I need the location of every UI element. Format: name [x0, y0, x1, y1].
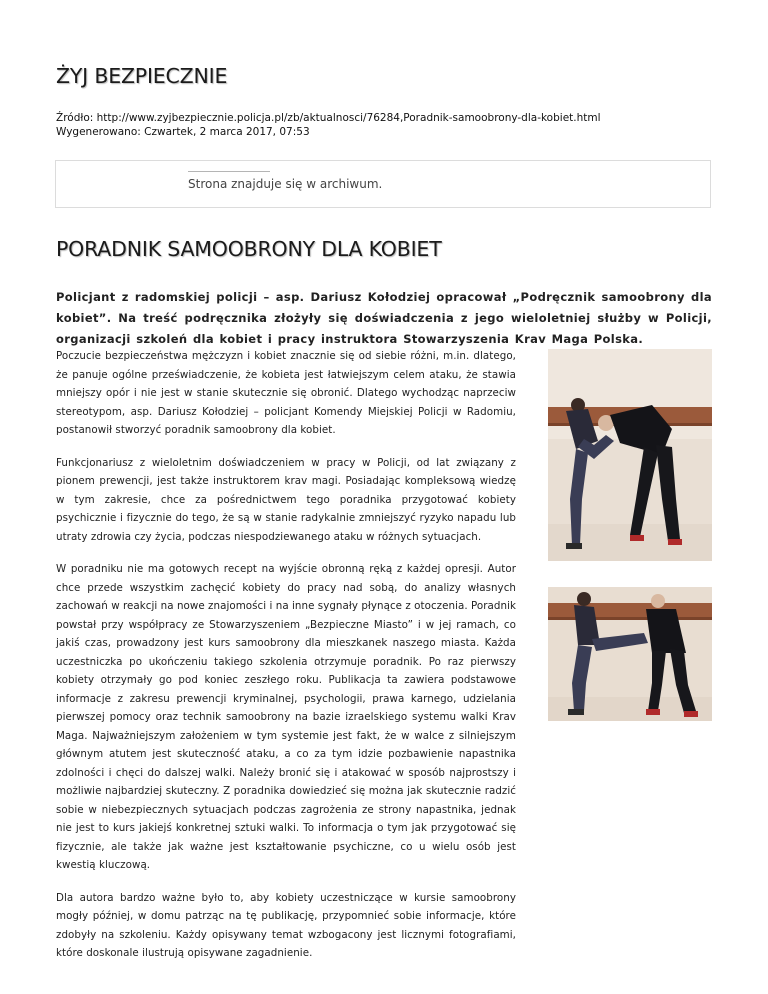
archive-divider [188, 171, 270, 172]
article-lead: Policjant z radomskiej policji – asp. Dariusz Kołodziej opracował „Podręcznik samoobrony dla kobiet”. Na treść podręcznika złożyły się doświadczenia z jego wieloletniej służby w Policji, organizacji szkoleń dla kobiet i pracy instruktora Stowarzyszenia Krav Maga Polska. [56, 290, 712, 346]
article-paragraph: Funkcjonariusz z wieloletnim doświadczeniem w pracy w Policji, od lat związany z pionem prewencji, jest także instruktorem krav magi. Posiadając kompleksową wiedzę w tym zakresie, chce za pośrednictwem tego poradnika przygotować kobiety psychicznie i fizycznie do tego, że są w stanie radykalnie zmniejszyć ryzyko napadu lub utraty zdrowia czy życia, podczas niespodziewanego ataku w różnych sytuacjach. [56, 456, 516, 543]
self-defense-photo-knee-strike [548, 349, 712, 561]
archive-notice: Strona znajduje się w archiwum. [188, 177, 383, 191]
self-defense-photo-kick [548, 587, 712, 721]
generated-date: Wygenerowano: Czwartek, 2 marca 2017, 07:53 [56, 126, 310, 138]
page-meta [56, 111, 601, 139]
article-paragraph: W poradniku nie ma gotowych recept na wyjście obronną ręką z każdej opresji. Autor chce przede wszystkim zachęcić kobiety do pracy nad sobą, do analizy własnych zachowań w reakcji na nowe znajomości i na inne sygnały płynące z otoczenia. Poradnik powstał przy współpracy ze Stowarzyszeniem „Bezpieczne Miasto” i w jej ramach, co jakiś czas, prowadzony jest kurs samoobrony dla mieszkanek naszego miasta. Każda uczestniczka po ukończeniu takiego szkolenia otrzymuje poradnik. Po raz pierwszy kobiety otrzymały go pod koniec zeszłego roku. Publikacja ta zawiera podstawowe informacje z zakresu prewencji kryminalnej, psychologii, prawa karnego, udzielania pierwszej pomocy oraz technik samoobrony na bazie izraelskiego systemu walki Krav Maga. Najważniejszym założeniem w tym systemie jest fakt, że w walce z silniejszym głównym atutem jest skuteczność ataku, a co za tym idzie pozbawienie napastnika zdolności i chęci do dalszej walki. Należy bronić się i atakować w sposób najprostszy i możliwie najbardziej skuteczny. Z poradnika dowiedzieć się można jak skutecznie radzić sobie w niebezpiecznych sytuacjach podczas zagrożenia ze strony napastnika, jednak nie jest to kurs jakiejś konkretnej sztuki walki. To informacja o tym jak przygotować się fizycznie, ale także jak ważne jest kształtowanie psychiczne, co u wielu osób jest kwestią kluczową. [56, 563, 516, 871]
article-paragraph: Dla autora bardzo ważne było to, aby kobiety uczestniczące w kursie samoobrony mogły później, w domu patrząc na tę publikację, przypomnieć sobie informacje, które zdobyły na szkoleniu. Każdy opisywany temat wzbogacony jest licznymi fotografiami, które doskonale ilustrują opisywane zagadnienie. [56, 891, 516, 959]
article-paragraph: Poczucie bezpieczeństwa mężczyzn i kobiet znacznie się od siebie różni, m.in. dlatego, że panuje ogólne przeświadczenie, że kobieta jest łatwiejszym celem ataku, że stawia mniejszy opór i nie jest w stanie skutecznie się obronić. Dlatego wychodząc naprzeciw stereotypom, asp. Dariusz Kołodziej – policjant Komendy Miejskiej Policji w Radomiu, postanowił stworzyć poradnik samoobrony dla kobiet. [56, 350, 516, 436]
archive-notice-box [55, 160, 711, 208]
site-title: ŻYJ BEZPIECZNIE [56, 64, 228, 88]
source-url[interactable]: Źródło: http://www.zyjbezpiecznie.policja.pl/zb/aktualnosci/76284,Poradnik-samoobrony-dla-kobiet.html [56, 112, 601, 124]
article-title: PORADNIK SAMOOBRONY DLA KOBIET [56, 237, 442, 261]
article-body [56, 347, 516, 977]
